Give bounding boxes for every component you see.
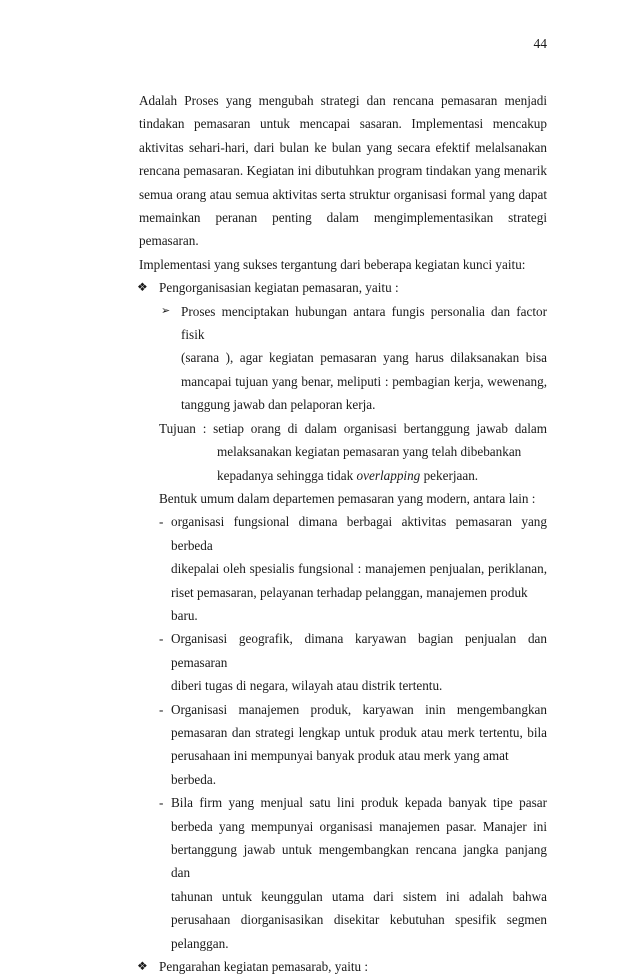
dash-bullet: - (159, 701, 164, 717)
dash-item-line (139, 791, 547, 814)
overlapping-term: overlapping (356, 467, 421, 483)
dash-bullet: - (159, 631, 164, 647)
intro-line: Implementasi yang sukses tergantung dari beberapa kegiatan kunci yaitu: (139, 256, 526, 272)
arrow-text: Proses menciptakan hubungan antara fungis personalia dan factor fisik (181, 303, 547, 343)
section-heading-directing (139, 955, 547, 978)
tujuan-line: melaksanakan kegiatan pemasaran yang telah dibebankan (217, 444, 522, 460)
dash-text: Organisasi geografik, dimana karyawan bagian penjualan dan pemasaran (171, 631, 547, 670)
diamond-bullet-icon: ❖ (137, 959, 148, 974)
arrow-line: mancapai tujuan yang benar, meliputi : pembagian kerja, wewenang, (181, 373, 547, 389)
arrow-bullet-icon: ➢ (161, 304, 171, 317)
dash-item-line: perusahaan ini mempunyai banyak produk atau merk yang amat berbeda. (171, 748, 509, 787)
arrow-line (139, 300, 547, 347)
section-heading-organizing (139, 276, 547, 299)
intro-line: semua orang atau semua aktivitas serta struktur organisasi formal yang dapat (139, 186, 547, 202)
dash-item-line: diberi tugas di negara, wilayah atau distrik tertentu. (171, 678, 443, 694)
intro-line: memainkan peranan penting dalam mengimplementasikan strategi pemasaran. (139, 210, 547, 249)
dash-item-line: berbeda yang mempunyai organisasi manajemen pasar. Manajer ini (171, 818, 547, 834)
page-body (139, 89, 547, 978)
dash-item-line (139, 627, 547, 674)
intro-line: aktivitas sehari-hari, dari bulan ke bulan yang secara efektif melalsanakan (139, 139, 547, 155)
arrow-line: tanggung jawab dan pelaporan kerja. (181, 397, 376, 413)
dash-bullet: - (159, 795, 164, 811)
intro-line: rencana pemasaran. Kegiatan ini dibutuhkan program tindakan yang menarik (139, 163, 547, 179)
tujuan-text: pekerjaan. (420, 467, 479, 483)
dash-text: Organisasi manajemen produk, karyawan inin mengembangkan (171, 701, 547, 717)
dash-item-line: pemasaran dan strategi lengkap untuk produk atau merk tertentu, bila (171, 724, 547, 740)
dash-item-line: perusahaan diorganisasikan disekitar kebutuhan spesifik segmen (171, 912, 547, 928)
tujuan-text: kepadanya sehingga tidak (217, 467, 357, 483)
bentuk-line: Bentuk umum dalam departemen pemasaran yang modern, antara lain : (159, 490, 536, 506)
dash-item-line: pelanggan. (171, 935, 229, 951)
arrow-line: (sarana ), agar kegiatan pemasaran yang harus dilaksanakan bisa (181, 350, 547, 366)
section-title: Pengarahan kegiatan pemasarab, yaitu : (159, 959, 369, 975)
dash-text: Bila firm yang menjual satu lini produk kepada banyak tipe pasar (171, 795, 547, 811)
dash-item-line (139, 698, 547, 721)
intro-line: Adalah Proses yang mengubah strategi dan rencana pemasaran menjadi (139, 93, 547, 108)
diamond-bullet-icon: ❖ (137, 280, 148, 295)
dash-bullet: - (159, 514, 164, 530)
section-title: Pengorganisasian kegiatan pemasaran, yaitu : (159, 280, 399, 296)
dash-item-line: dikepalai oleh spesialis fungsional : manajemen penjualan, periklanan, (171, 561, 547, 577)
dash-item-line (139, 510, 547, 557)
tujuan-line: Tujuan : setiap orang di dalam organisasi bertanggung jawab dalam (159, 420, 547, 436)
tujuan-line (139, 464, 547, 487)
dash-item-line: riset pemasaran, pelayanan terhadap pelanggan, manajemen produk baru. (171, 584, 528, 623)
dash-item-line: tahunan untuk keunggulan utama dari sistem ini adalah bahwa (171, 888, 547, 904)
intro-line: tindakan pemasaran untuk mencapai sasaran. Implementasi mencakup (139, 116, 547, 132)
page-number: 44 (533, 36, 547, 51)
dash-text: organisasi fungsional dimana berbagai aktivitas pemasaran yang berbeda (171, 514, 547, 553)
dash-item-line: bertanggung jawab untuk mengembangkan rencana jangka panjang dan (171, 842, 547, 881)
